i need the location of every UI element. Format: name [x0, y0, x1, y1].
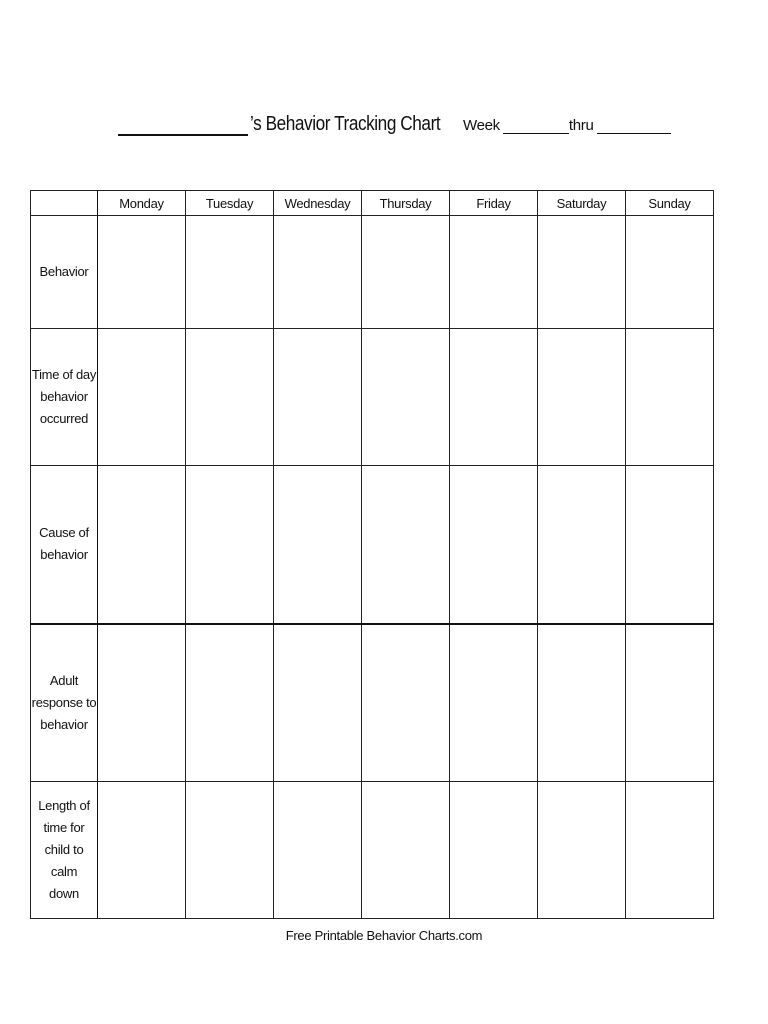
- day-header-thursday: Thursday: [362, 191, 450, 216]
- entry-cell[interactable]: [538, 624, 626, 782]
- table-row: [31, 782, 714, 919]
- child-name-blank[interactable]: [118, 110, 248, 136]
- entry-cell[interactable]: [274, 329, 362, 466]
- row-label-line: response to: [31, 694, 97, 710]
- row-label-adult-response: [31, 624, 98, 782]
- header-row: [31, 191, 714, 216]
- row-label-line: behavior: [40, 547, 88, 563]
- day-header-monday: Monday: [98, 191, 186, 216]
- row-label-time-of-day: [31, 329, 98, 466]
- table-row: [31, 216, 714, 329]
- entry-cell[interactable]: [98, 466, 186, 624]
- entry-cell[interactable]: [98, 216, 186, 329]
- title-text: ’s Behavior Tracking Chart: [250, 113, 441, 135]
- row-label-line: behavior: [40, 389, 88, 404]
- row-label-cause: [31, 466, 98, 624]
- entry-cell[interactable]: [538, 329, 626, 466]
- entry-cell[interactable]: [362, 624, 450, 782]
- day-header-wednesday: Wednesday: [274, 191, 362, 216]
- table-row: [31, 624, 714, 782]
- row-label-line: down: [49, 886, 79, 901]
- row-label-line: occurred: [39, 411, 89, 426]
- entry-cell[interactable]: [538, 466, 626, 624]
- entry-cell[interactable]: [362, 329, 450, 466]
- day-header-sunday: Sunday: [626, 191, 714, 216]
- entry-cell[interactable]: [626, 466, 714, 624]
- day-header-tuesday: Tuesday: [186, 191, 274, 216]
- entry-cell[interactable]: [186, 216, 274, 329]
- row-label-calm-down-time: [31, 782, 98, 919]
- day-header-friday: Friday: [450, 191, 538, 216]
- footer-credit: Free Printable Behavior Charts.com: [285, 928, 483, 943]
- week-start-blank[interactable]: [503, 117, 569, 134]
- entry-cell[interactable]: [98, 329, 186, 466]
- entry-cell[interactable]: [274, 624, 362, 782]
- entry-cell[interactable]: [626, 624, 714, 782]
- entry-cell[interactable]: [186, 782, 274, 919]
- entry-cell[interactable]: [274, 466, 362, 624]
- day-header-saturday: Saturday: [538, 191, 626, 216]
- row-label-line: Cause of: [39, 525, 89, 541]
- row-label-line: Length of: [38, 798, 90, 813]
- entry-cell[interactable]: [98, 624, 186, 782]
- row-label-line: Adult: [49, 672, 79, 688]
- row-label-line: Time of day: [31, 367, 97, 382]
- behavior-tracking-table: [30, 190, 714, 919]
- entry-cell[interactable]: [186, 466, 274, 624]
- row-label-line: behavior: [40, 716, 88, 732]
- row-label-line: child to calm: [44, 842, 84, 879]
- entry-cell[interactable]: [186, 329, 274, 466]
- corner-cell: [31, 191, 98, 216]
- entry-cell[interactable]: [274, 782, 362, 919]
- entry-cell[interactable]: [98, 782, 186, 919]
- thru-label: thru: [568, 117, 594, 134]
- entry-cell[interactable]: [274, 216, 362, 329]
- entry-cell[interactable]: [538, 216, 626, 329]
- entry-cell[interactable]: [186, 624, 274, 782]
- table-row: [31, 466, 714, 624]
- table-row: [31, 329, 714, 466]
- week-label: Week: [463, 117, 500, 134]
- entry-cell[interactable]: [450, 782, 538, 919]
- entry-cell[interactable]: [626, 782, 714, 919]
- entry-cell[interactable]: [626, 329, 714, 466]
- entry-cell[interactable]: [362, 466, 450, 624]
- entry-cell[interactable]: [450, 466, 538, 624]
- entry-cell[interactable]: [450, 624, 538, 782]
- week-range: [463, 112, 671, 134]
- entry-cell[interactable]: [450, 329, 538, 466]
- entry-cell[interactable]: [626, 216, 714, 329]
- entry-cell[interactable]: [450, 216, 538, 329]
- row-label-line: time for: [43, 820, 85, 835]
- entry-cell[interactable]: [538, 782, 626, 919]
- row-label-line: Behavior: [39, 264, 89, 279]
- entry-cell[interactable]: [362, 782, 450, 919]
- entry-cell[interactable]: [362, 216, 450, 329]
- row-label-behavior: [31, 216, 98, 329]
- week-end-blank[interactable]: [597, 117, 671, 134]
